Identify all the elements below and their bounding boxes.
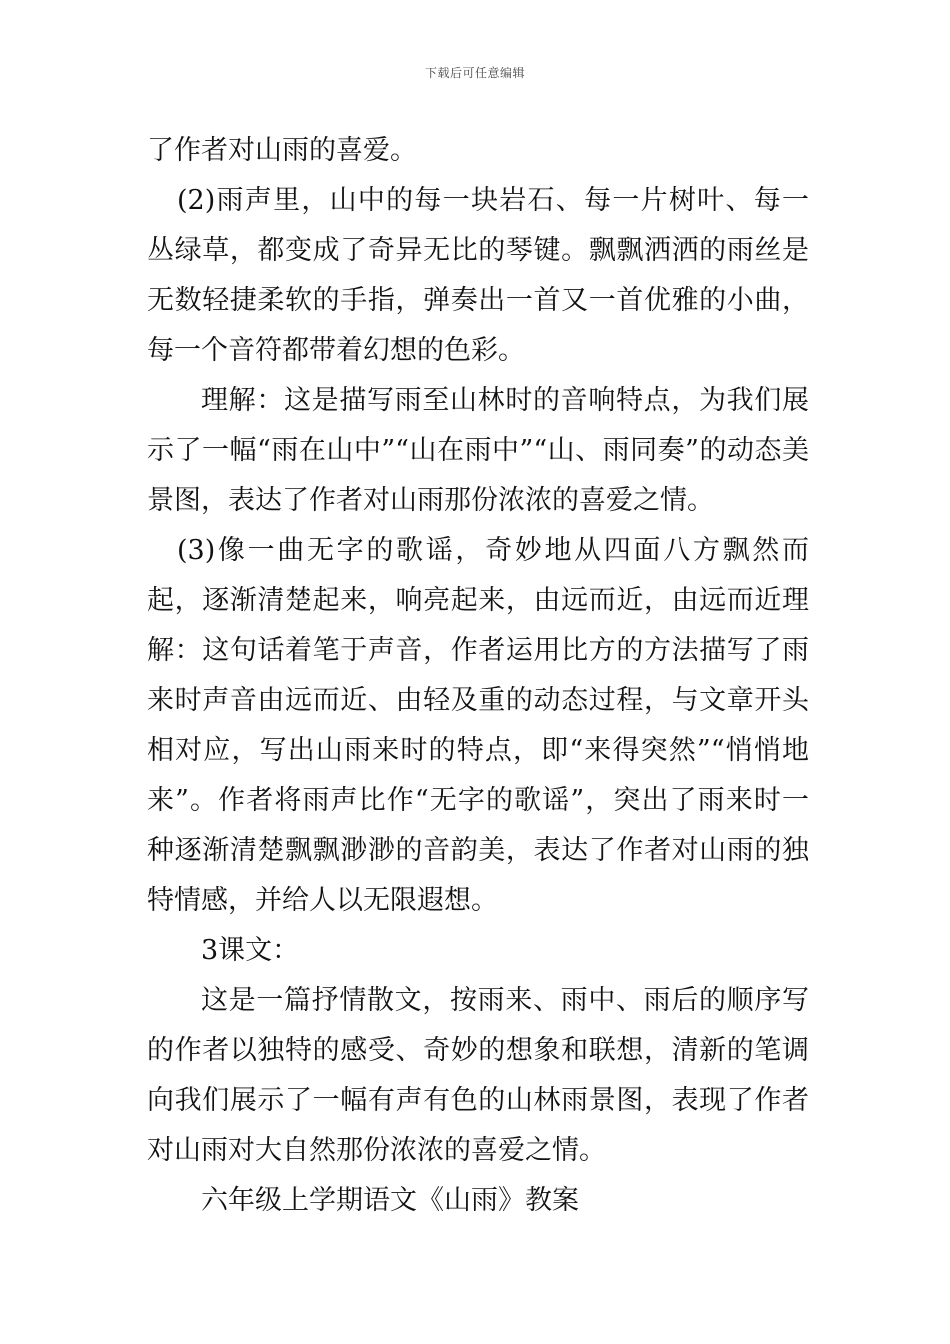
document-title-line: 六年级上学期语文《山雨》教案 [201,1185,579,1216]
section-heading-text: 3课文： [201,935,300,966]
page-header: 下载后可任意编辑 [424,66,525,80]
paragraph-continuation: 了作者对山雨的喜爱。 [147,135,417,166]
paragraph-text-summary: 这是一篇抒情散文，按雨来、雨中、雨后的顺序写的作者以独特的感受、奇妙的想象和联想，清新的笔调向我们展示了一幅有声有色的山林雨景图，表现了作者对山雨对大自然那份浓浓的喜爱之情。 [147,985,809,1166]
document-body [147,126,809,1226]
paragraph-understanding-2: 理解：这是描写雨至山林时的音响特点，为我们展示了一幅“雨在山中”“山在雨中”“山、雨同奏”的动态美景图，表达了作者对山雨那份浓浓的喜爱之情。 [147,385,809,516]
paragraph-quote-3: (3)像一曲无字的歌谣，奇妙地从四面八方飘然而起，逐渐清楚起来，响亮起来，由远而近，由远而近理解：这句话着笔于声音，作者运用比方的方法描写了雨来时声音由远而近、由轻及重的动态过程，与文章开头相对应，写出山雨来时的特点，即“来得突然”“悄悄地来”。作者将雨声比作“无字的歌谣”，突出了雨来时一种逐渐清楚飘飘渺渺的音韵美，表达了作者对山雨的独特情感，并给人以无限遐想。 [147,535,809,916]
paragraph-quote-2: (2)雨声里，山中的每一块岩石、每一片树叶、每一丛绿草，都变成了奇异无比的琴键。飘飘洒洒的雨丝是无数轻捷柔软的手指，弹奏出一首又一首优雅的小曲，每一个音符都带着幻想的色彩。 [147,185,809,366]
